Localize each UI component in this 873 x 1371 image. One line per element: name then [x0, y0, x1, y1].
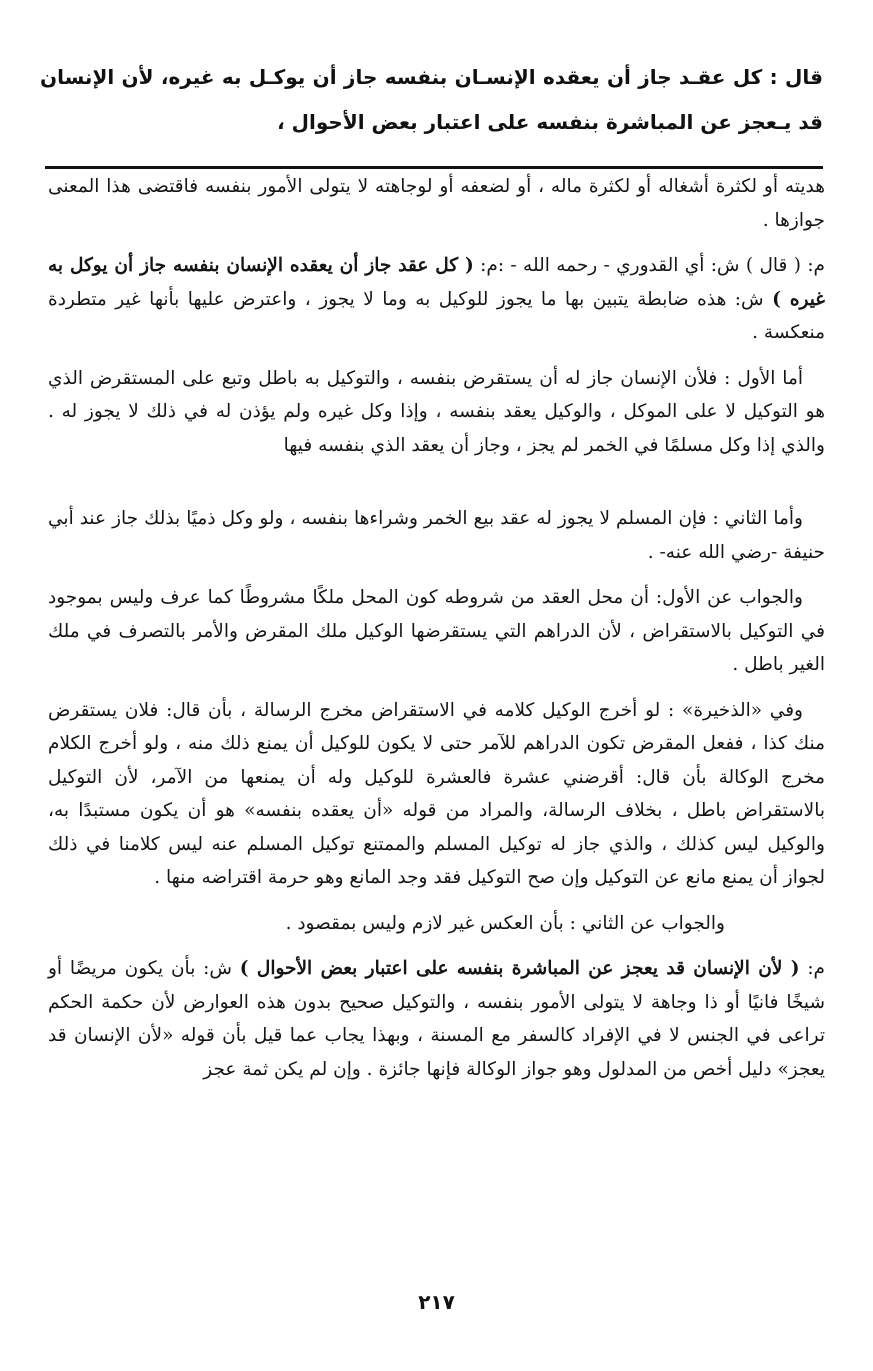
matn-main-text	[40, 55, 823, 145]
paragraph-7-text: والجواب عن الثاني : بأن العكس غير لازم وليس بمقصود .	[285, 912, 725, 934]
sharh-commentary	[48, 170, 825, 1098]
paragraph-3	[48, 362, 825, 463]
paragraph-2-rest: ش: هذه ضابطة يتبين بها ما يجوز للوكيل به وما لا يجوز ، واعترض عليها بأنها غير متطردة منعكسة .	[48, 288, 825, 343]
paragraph-3-text: أما الأول : فلأن الإنسان جاز له أن يستقرض بنفسه ، والتوكيل به باطل وتبع على المستقرض الذي هو التوكيل لا على الموكل ، والوكيل يعقد بنفسه ، وإذا وكل غيره ولم يؤذن له في ذلك لا يجوز له . والذي إذا وكل مسلمًا في الخمر لم يجز ، وجاز أن يعقد الذي بنفسه فيها	[48, 367, 825, 456]
paragraph-8	[48, 952, 825, 1086]
paragraph-2-marker: م: ( قال ) ش: أي القدوري - رحمه الله - :م:	[473, 255, 826, 276]
paragraph-8-rest: ش: بأن يكون مريضًا أو شيخًا فانيًا أو ذا وجاهة لا يتولى الأمور بنفسه ، والتوكيل صحيح بدون هذه العوارض لأن حكمة الحكم تراعى في الجنس لا في الإفراد كالسفر مع المسنة ، وبهذا يجاب عما قيل بأن قوله «لأن الإنسان قد يعجز» دليل أخص من المدلول وهو جواز الوكالة فإنها جائزة . وإن لم يكن ثمة عجز	[48, 958, 825, 1080]
paragraph-6-text: وفي «الذخيرة» : لو أخرج الوكيل كلامه في الاستقراض مخرج الرسالة ، بأن قال: فلان يستقرض منك كذا ، ففعل المقرض تكون الدراهم للآمر حتى لا يكون للوكيل أن يمنع ذلك منه ، ولو أخرج الكلام مخرج الوكالة بأن قال: أقرضني عشرة فالعشرة للوكيل وله أن يمنعها من الآمر، لأن التوكيل بالاستقراض باطل ، بخلاف الرسالة، والمراد من قوله «أن يعقده بنفسه» هو أن يكون مستبدًا به، والوكيل ليس كذلك ، والذي جاز له توكيل المسلم والممتنع توكيل المسلم عنه ليس كلامنا في ذلك لجواز أن يمنع مانع عن التوكيل وإن صح التوكيل فقد وجد المانع وهو حرمة اقتراضه منها .	[48, 699, 825, 888]
matn-text: قال : كل عقـد جاز أن يعقده الإنسـان بنفسه جاز أن يوكـل به غيره، لأن الإنسان قد يـعجز عن المباشرة بنفسه على اعتبار بعض الأحوال ،	[40, 65, 823, 134]
paragraph-4	[48, 502, 825, 569]
paragraph-5	[48, 581, 825, 682]
paragraph-8-quoted-matn: ( لأن الإنسان قد يعجز عن المباشرة بنفسه على اعتبار بعض الأحوال )	[239, 958, 800, 979]
paragraph-8-marker: م:	[799, 958, 826, 979]
paragraph-6	[48, 694, 825, 895]
paragraph-2-quoted-matn: ( كل عقد جاز أن يعقده الإنسان بنفسه جاز أن يوكل به غيره )	[48, 255, 825, 310]
separator-rule	[45, 166, 823, 169]
paragraph-1	[48, 170, 825, 237]
paragraph-5-text: والجواب عن الأول: أن محل العقد من شروطه كون المحل ملكًا مشروطًا كما عرف وليس بموجود في التوكيل بالاستقراض ، لأن الدراهم التي يستقرضها الوكيل ملك المقرض والأمر بالتصرف في ملك الغير باطل .	[48, 587, 825, 675]
paragraph-1-text: هديته أو لكثرة أشغاله أو لكثرة ماله ، أو لضعفه أو لوجاهته لا يتولى الأمور بنفسه فاقتضى هذا المعنى جوازها .	[48, 176, 825, 231]
paragraph-2	[48, 249, 825, 350]
paragraph-7	[48, 907, 825, 941]
paragraph-4-text: وأما الثاني : فإن المسلم لا يجوز له عقد بيع الخمر وشراءها بنفسه ، ولو وكل ذميًا بذلك جاز عند أبي حنيفة -رضي الله عنه- .	[48, 508, 825, 563]
page-number: ٢١٧	[418, 1290, 455, 1314]
